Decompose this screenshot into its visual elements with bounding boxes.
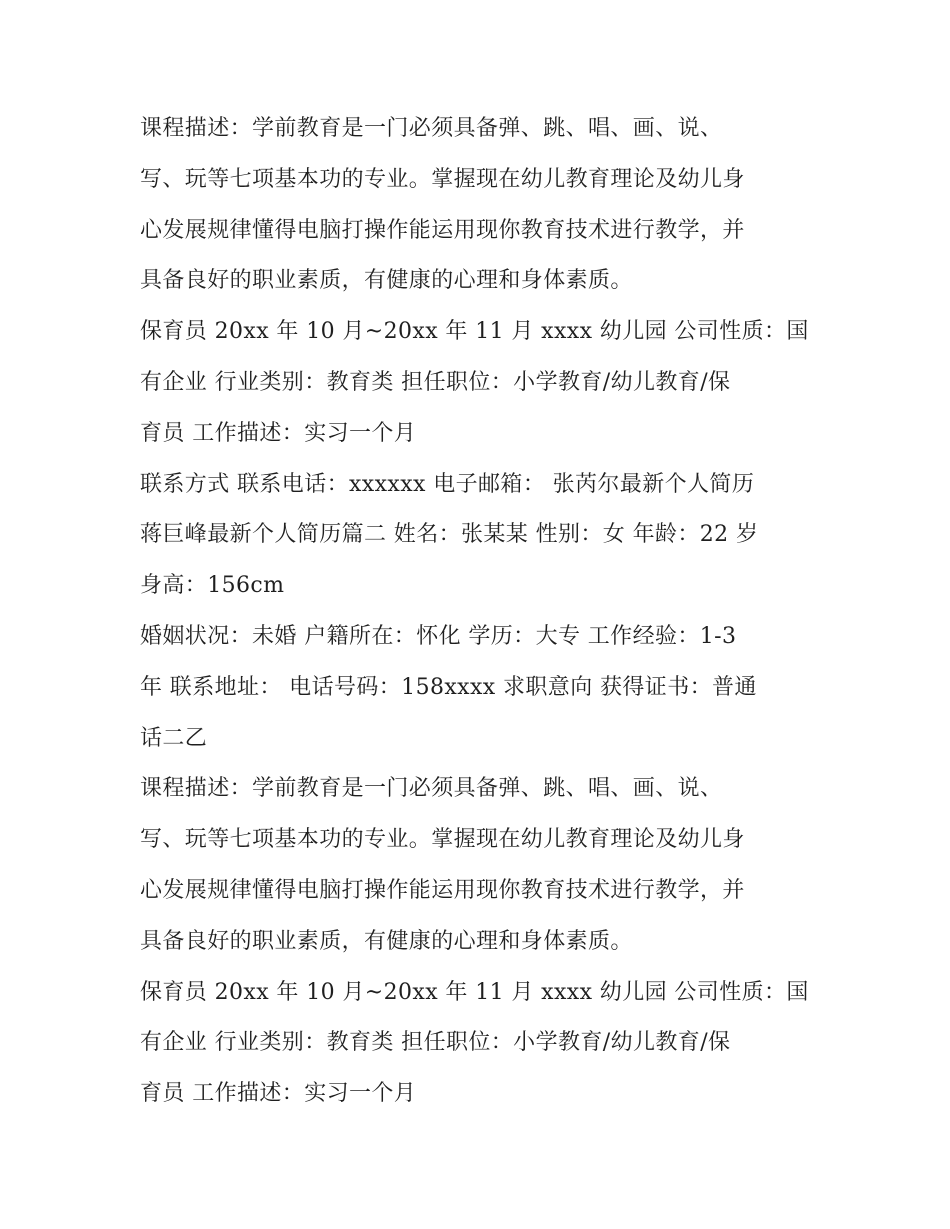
text-line: 有企业 行业类别：教育类 担任职位：小学教育/幼儿教育/保 bbox=[140, 1030, 731, 1056]
text-line: 蒋巨峰最新个人简历篇二 姓名：张某某 性别：女 年龄：22 岁 bbox=[140, 522, 759, 548]
text-line: 心发展规律懂得电脑打操作能运用现你教育技术进行教学，并 bbox=[140, 217, 745, 243]
text-line: 保育员 20xx 年 10 月~20xx 年 11 月 xxxx 幼儿园 公司性质：国 bbox=[140, 979, 809, 1005]
text-line: 联系方式 联系电话：xxxxxx 电子邮箱： 张芮尔最新个人简历 bbox=[140, 471, 755, 497]
text-line: 年 联系地址： 电话号码：158xxxx 求职意向 获得证书：普通 bbox=[140, 674, 757, 700]
text-line: 具备良好的职业素质，有健康的心理和身体素质。 bbox=[140, 928, 633, 954]
text-line: 具备良好的职业素质，有健康的心理和身体素质。 bbox=[140, 268, 633, 294]
text-line: 课程描述：学前教育是一门必须具备弹、跳、唱、画、说、 bbox=[140, 116, 723, 141]
text-line: 写、玩等七项基本功的专业。掌握现在幼儿教育理论及幼儿身 bbox=[140, 166, 745, 192]
text-line: 身高：156cm bbox=[140, 573, 285, 599]
text-line: 育员 工作描述：实习一个月 bbox=[140, 1081, 417, 1107]
text-line: 保育员 20xx 年 10 月~20xx 年 11 月 xxxx 幼儿园 公司性质：国 bbox=[140, 319, 809, 345]
text-line: 育员 工作描述：实习一个月 bbox=[140, 420, 417, 446]
text-line: 有企业 行业类别：教育类 担任职位：小学教育/幼儿教育/保 bbox=[140, 369, 731, 395]
document-body bbox=[140, 104, 812, 1120]
text-line: 课程描述：学前教育是一门必须具备弹、跳、唱、画、说、 bbox=[140, 776, 723, 802]
text-line: 写、玩等七项基本功的专业。掌握现在幼儿教育理论及幼儿身 bbox=[140, 827, 745, 853]
text-line: 婚姻状况：未婚 户籍所在：怀化 学历：大专 工作经验：1-3 bbox=[140, 623, 737, 649]
text-line: 话二乙 bbox=[140, 725, 208, 751]
text-line: 心发展规律懂得电脑打操作能运用现你教育技术进行教学，并 bbox=[140, 877, 745, 903]
